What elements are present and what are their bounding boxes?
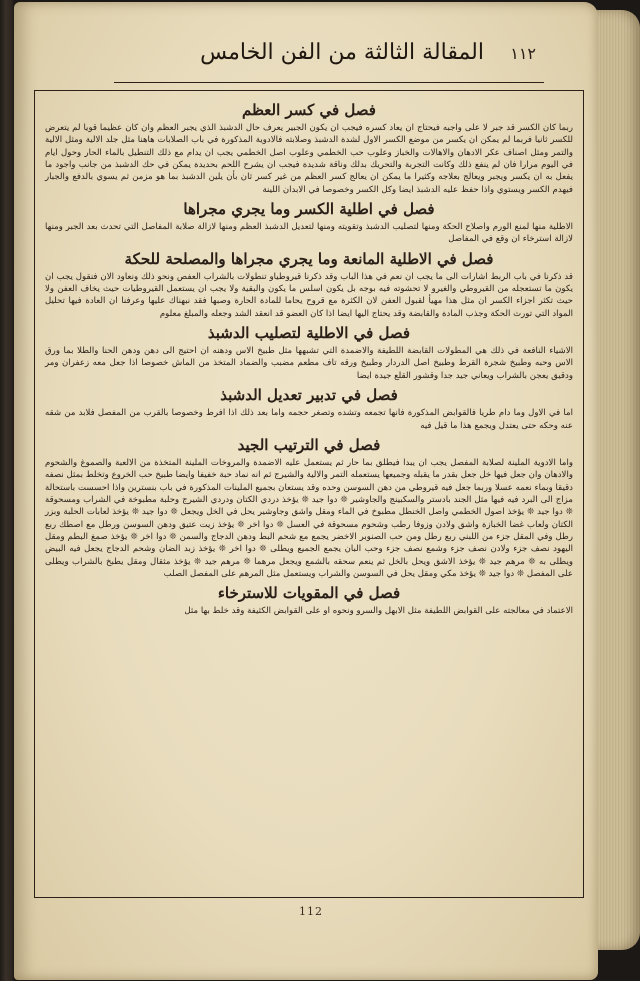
page-edges: [594, 10, 640, 950]
text-block: [34, 90, 584, 898]
page-header: [114, 36, 544, 83]
section-fracture-ointments: [45, 200, 573, 246]
section-title: فصل في الاطلية المانعة وما يجري مجراها والمصلحة للحكة: [124, 249, 494, 268]
section-title: فصل في تدبير تعديل الدشبذ: [220, 386, 398, 405]
paragraph: قد ذكرنا في باب الربط اشارات الى ما يجب ان نعم في هذا الباب وقد ذكرنا قيروطياو تنطولات بالشراب العفص ونحو ذلك ونعاود الان فنقول يجب ان يكون ما تستعجله من القيروطي والغيرو لا تحشوته فيه بوجه بل يكون اسلس ما يكون والبقية ولا يجب ان يستعمل القيروطيات حيث يخاف العفن ولا حيث تكثر اجزاء الكسر ان مثل هذا مهيأ لقبول العفن لان الكثرة مع قروح يحاما للمادة الحارة وصبها فقد نبهناك عليها وعرفنا ان العادة فيها تحليل المواد التي تورث الحكة وجذب المادة والقابضة وقد يحتاج اليها ايضا اذا كان العضو قد انعقد الشد وجعله والمبلغ معلوم: [45, 271, 573, 319]
section-laxity-strengtheners: [45, 584, 573, 617]
section-callus-correction: [45, 386, 573, 432]
running-title: المقالة الثالثة من الفن الخامس: [200, 40, 484, 65]
folio-number: 112: [299, 905, 323, 918]
section-callus-hardening: [45, 324, 573, 382]
paragraph: الاطلية منها لمنع الورم واصلاح الحكة ومنها لتصليب الدشبذ وتقويته ومنها لتعديل الدشبذ العظم ومنها لازالة صلابة المفاصل التي تحدث بعد الجبر ومنها لازالة استرخاء ان وقع في المفاصل: [45, 222, 573, 245]
paragraph: واما الادوية الملينة لصلابة المفصل يجب ان يبدا فيطلق بما حار ثم يستعمل عليه الاضمدة والمروخات الملينة المتخذة من الالعبة والصموغ والشحوم والادهان وان جعل فيها خل جعل بقدر ما يقبله وجميعها يستعمله التمر والالية والشيرج ثم انه نماد حبة خفيفا وايضا طبيخ حب الخروع وتخلط بمثل نصفه دقيقا وبماء نعمه عسلا وربما جعل فيه قيروطي من دهن السوسن وحده وقد يستعان بجميع الملينات المذكورة في باب بنسترين واذا احسست باستحالة مزاج الى البرد فيه فيها مثل الجند بادستر والسكبينج والجاوشير ❊ دوا جيد ❊ يؤخذ دردي الكتان ودردي الشيرج وحلبة مطبوخة في الشراب ومسحوقة ❊ دوا جيد ❊ يؤخذ اصول الخطمي واصل الخنطل مطبوخ في الماء ومقل واشق وجاوشير يحل في الخل ويجعل ❊ دوا جيد ❊ يؤخذ لعابات الحلبة وبزر الكتان ولعاب غضا الخبازة واشق ولادن وزوفا رطب وشحوم مسحوقة في العسل ❊ دوا اخر ❊ يؤخذ زيت عتيق ودهن السوسن ورطل مع اصطك ربع رطل وفي المقل جزء من اللبني ربع رطل ومن حب الصنوبر الاخضر يجمع مع شحم البط ودهن الدجاج والسمن ❊ دوا اخر ❊ يؤخذ صمغ البطم ومقل اليهود نصف جزء ولادن نصف جزء وشمع نصف جزء وحب البان يجمع الجميع ويطلى ❊ دوا اخر ❊ يؤخذ زبد الضان وشحم الدجاج يجعل فيه البيض ويطلى به ❊ مرهم جيد ❊ يؤخذ الاشق ويحل بالخل ثم ينعم سحقه بالشمع ويجعل مرهما ❊ مرهم جيد ❊ يؤخذ مثقال ومقل يطبخ بالشراب ويطلى على المفصل ❊ دوا جيد ❊ يؤخذ مكي ومقل يحل في السوسن والشراب ويستعمل مثل المرهم على المفصل الصلب: [45, 457, 573, 579]
section-title: فصل في اطلية الكسر وما يجري مجراها: [183, 200, 435, 219]
section-title: فصل في الاطلية لتصليب الدشبذ: [207, 324, 411, 343]
section-title: فصل في كسر العظم: [242, 101, 376, 119]
section-good-arrangement: [45, 436, 573, 580]
page-number: ١١٢: [510, 44, 536, 63]
section-title: فصل في المقويات للاسترخاء: [217, 584, 401, 603]
paragraph: ربما كان الكسر قد جبر لا على واجبه فيحتاج ان يعاد كسره فيجب ان يكون الجبير يعرف حال الدشبذ الذي يجبر العظم وان كان عظيما قويا لم يتعرض للكسر ثانيا فربما لم يمكن ان يكسر من موضع الكسر الاول لشدة الدشبذ وصلابته فالادوية المذكورة في باب الصلابات هاهنا مثل جلد الالية ومثل الالية والتمر ومثل اصناف عكر الادهان والاهالات والخباز وعلوب حب الخطمي وعلوب اصل الخطمي يجب ان يدام مع ذلك التنطيل بالماء الحار وحول ايام في اليوم مرارا فان لم ينفع ذلك وكانت التجربة والتحريك بدلك وناقة شديدة فيجب ان يشرح اللحم بحديدة يمكن في حك الدشبذ من جانب واجود ما يفعل به ان يكسر ويجبر ويعالج بعلاجه وكثيرا ما يمكن ان يعالج كسر العظم من غير كسر ثان بأن يلين الدشبذ بما هو مزمن ثم يسوي بالدفع والجبار فيهدم الكسر ويستوي واذا حفظ عليه الدشبذ ايضا وكل الكسر وخصوصا في الابدان اللينة: [45, 123, 573, 195]
paragraph: الاشياء النافعة في ذلك هي المطولات القابضة اللطيفة والاضمدة التي تشبهها مثل طبيخ الاس ودهنه ان احتيج الى دهن ودهن الحنا والطلا بما ورق الاس وحبه وطبيخ شجرة القرط وطبيخ اصل الدردار وطبيخ ورقه تاف مطعم مضبب والضماد المتخذ من الماش خصوصا اذا جعل معه زعفران ومر ودقيق يعجن بالشراب ويعاني جيد جدا وقشور القلع جيدة ايضا: [45, 346, 573, 381]
book-page: [14, 2, 598, 980]
section-preventive-ointments: [45, 250, 573, 320]
paragraph: اما في الاول وما دام طريا فالقوابض المذكورة فانها تجمعه وتشده وتصغر حجمه واما بعد ذلك اذا افرط وخصوصا بالقرب من المفصل فلابد من شقه عنه وحكه حتى يعتدل ويجمع هذا ما قيل فيه: [45, 408, 573, 431]
section-bone-fracture: [45, 101, 573, 196]
section-title: فصل في الترتيب الجيد: [237, 435, 381, 454]
paragraph: الاعتماد في معالجته على القوابض اللطيفة مثل الابهل والسرو ونحوه او على القوابض الكثيفة وقد خلط بها مثل: [184, 606, 573, 617]
